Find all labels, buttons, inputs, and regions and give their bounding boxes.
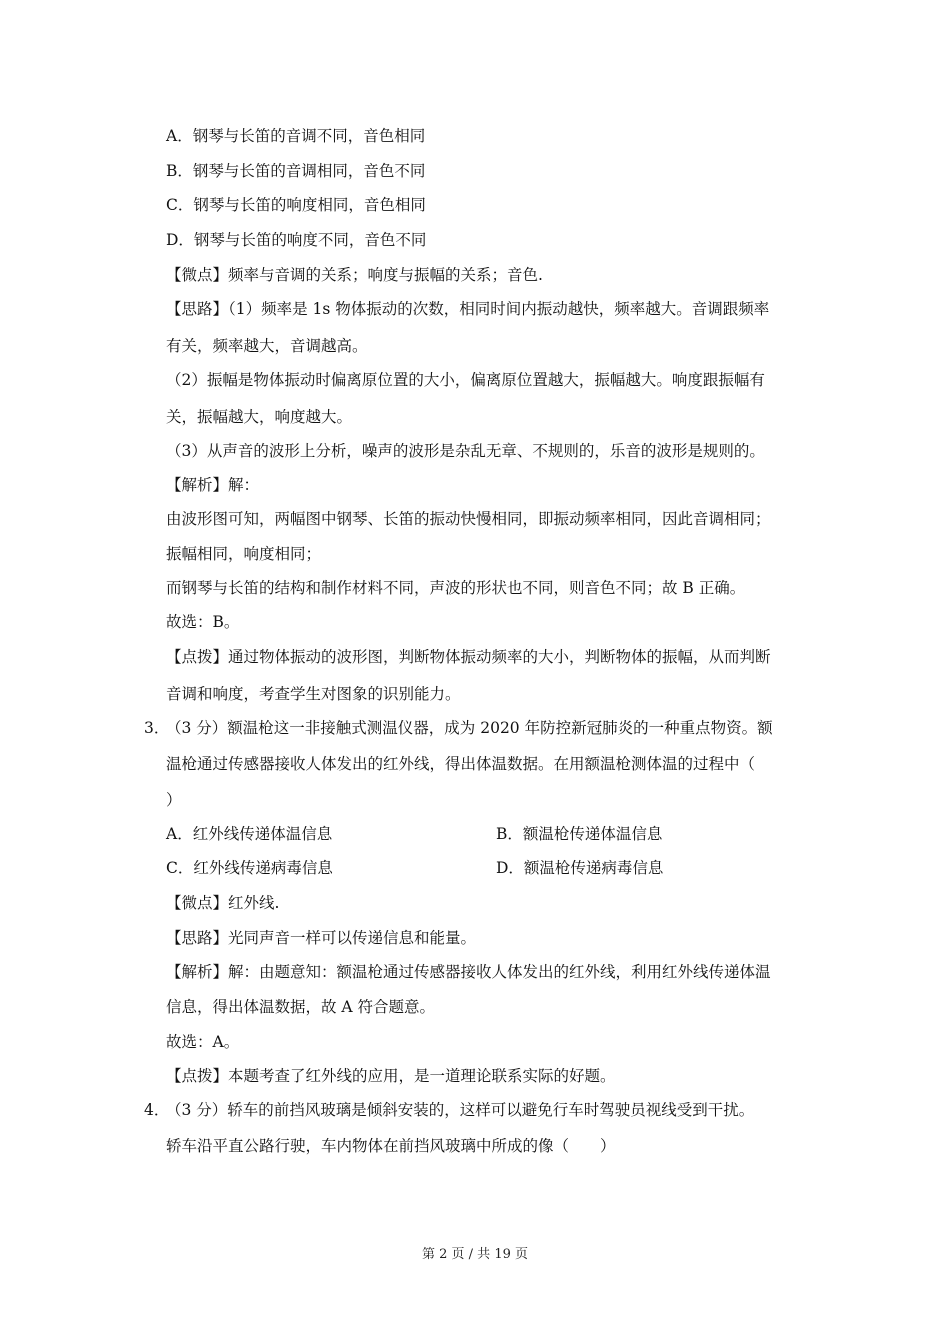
q2-jiexi-line-4: 而钢琴与长笛的结构和制作材料不同，声波的形状也不同，则音色不同；故 B 正确。 — [166, 579, 746, 597]
q2-option-b: B．钢琴与长笛的音调相同，音色不同 — [166, 162, 426, 180]
q3-option-a: A．红外线传递体温信息 — [166, 825, 333, 843]
q2-option-d: D．钢琴与长笛的响度不同，音色不同 — [166, 231, 427, 249]
q3-stem-line-3: ） — [166, 791, 182, 809]
q3-jiexi-line-3: 故选：A。 — [166, 1033, 240, 1051]
q2-jiexi-line-3: 振幅相同，响度相同； — [166, 545, 322, 563]
q2-silu-line-2: 有关，频率越大，音调越高。 — [166, 337, 368, 355]
page-footer: 第 2 页 / 共 19 页 — [422, 1247, 528, 1262]
q3-stem-line-1: （3 分）额温枪这一非接触式测温仪器，成为 2020 年防控新冠肺炎的一种重点物资。额 — [166, 719, 773, 737]
q2-jiexi-line-1: 【解析】解： — [166, 476, 260, 494]
q2-jiexi-line-5: 故选：B。 — [166, 613, 240, 631]
q3-dianbo: 【点拨】本题考查了红外线的应用，是一道理论联系实际的好题。 — [166, 1067, 616, 1085]
q2-weidian: 【微点】频率与音调的关系；响度与振幅的关系；音色. — [166, 266, 543, 284]
q2-option-c: C．钢琴与长笛的响度相同，音色相同 — [166, 196, 426, 214]
q2-silu-line-5: （3）从声音的波形上分析，噪声的波形是杂乱无章、不规则的，乐音的波形是规则的。 — [166, 442, 765, 460]
q3-jiexi-line-2: 信息，得出体温数据，故 A 符合题意。 — [166, 998, 436, 1016]
q2-silu-line-1: 【思路】（1）频率是 1s 物体振动的次数，相同时间内振动越快，频率越大。音调跟频率 — [166, 300, 770, 318]
q4-stem-line-2: 轿车沿平直公路行驶，车内物体在前挡风玻璃中所成的像（ ） — [166, 1137, 616, 1155]
q3-option-c: C．红外线传递病毒信息 — [166, 859, 333, 877]
q2-jiexi-line-2: 由波形图可知，两幅图中钢琴、长笛的振动快慢相同，即振动频率相同，因此音调相同； — [166, 510, 771, 528]
q2-dianbo-line-2: 音调和响度，考查学生对图象的识别能力。 — [166, 685, 461, 703]
q3-option-b: B．额温枪传递体温信息 — [496, 825, 663, 843]
q3-silu: 【思路】光同声音一样可以传递信息和能量。 — [166, 929, 477, 947]
q3-number: 3． — [144, 719, 170, 737]
q3-jiexi-line-1: 【解析】解：由题意知：额温枪通过传感器接收人体发出的红外线，利用红外线传递体温 — [166, 963, 771, 981]
q3-stem-line-2: 温枪通过传感器接收人体发出的红外线，得出体温数据。在用额温枪测体温的过程中（ — [166, 755, 756, 773]
q2-dianbo-line-1: 【点拨】通过物体振动的波形图，判断物体振动频率的大小，判断物体的振幅，从而判断 — [166, 648, 771, 666]
q4-number: 4． — [144, 1101, 170, 1119]
q2-silu-line-4: 关，振幅越大，响度越大。 — [166, 408, 353, 426]
q2-silu-line-3: （2）振幅是物体振动时偏离原位置的大小，偏离原位置越大，振幅越大。响度跟振幅有 — [166, 371, 765, 389]
q3-weidian: 【微点】红外线. — [166, 894, 280, 912]
q3-option-d: D．额温枪传递病毒信息 — [496, 859, 664, 877]
q2-option-a: A．钢琴与长笛的音调不同，音色相同 — [166, 127, 426, 145]
q4-stem-line-1: （3 分）轿车的前挡风玻璃是倾斜安装的，这样可以避免行车时驾驶员视线受到干扰。 — [166, 1101, 755, 1119]
